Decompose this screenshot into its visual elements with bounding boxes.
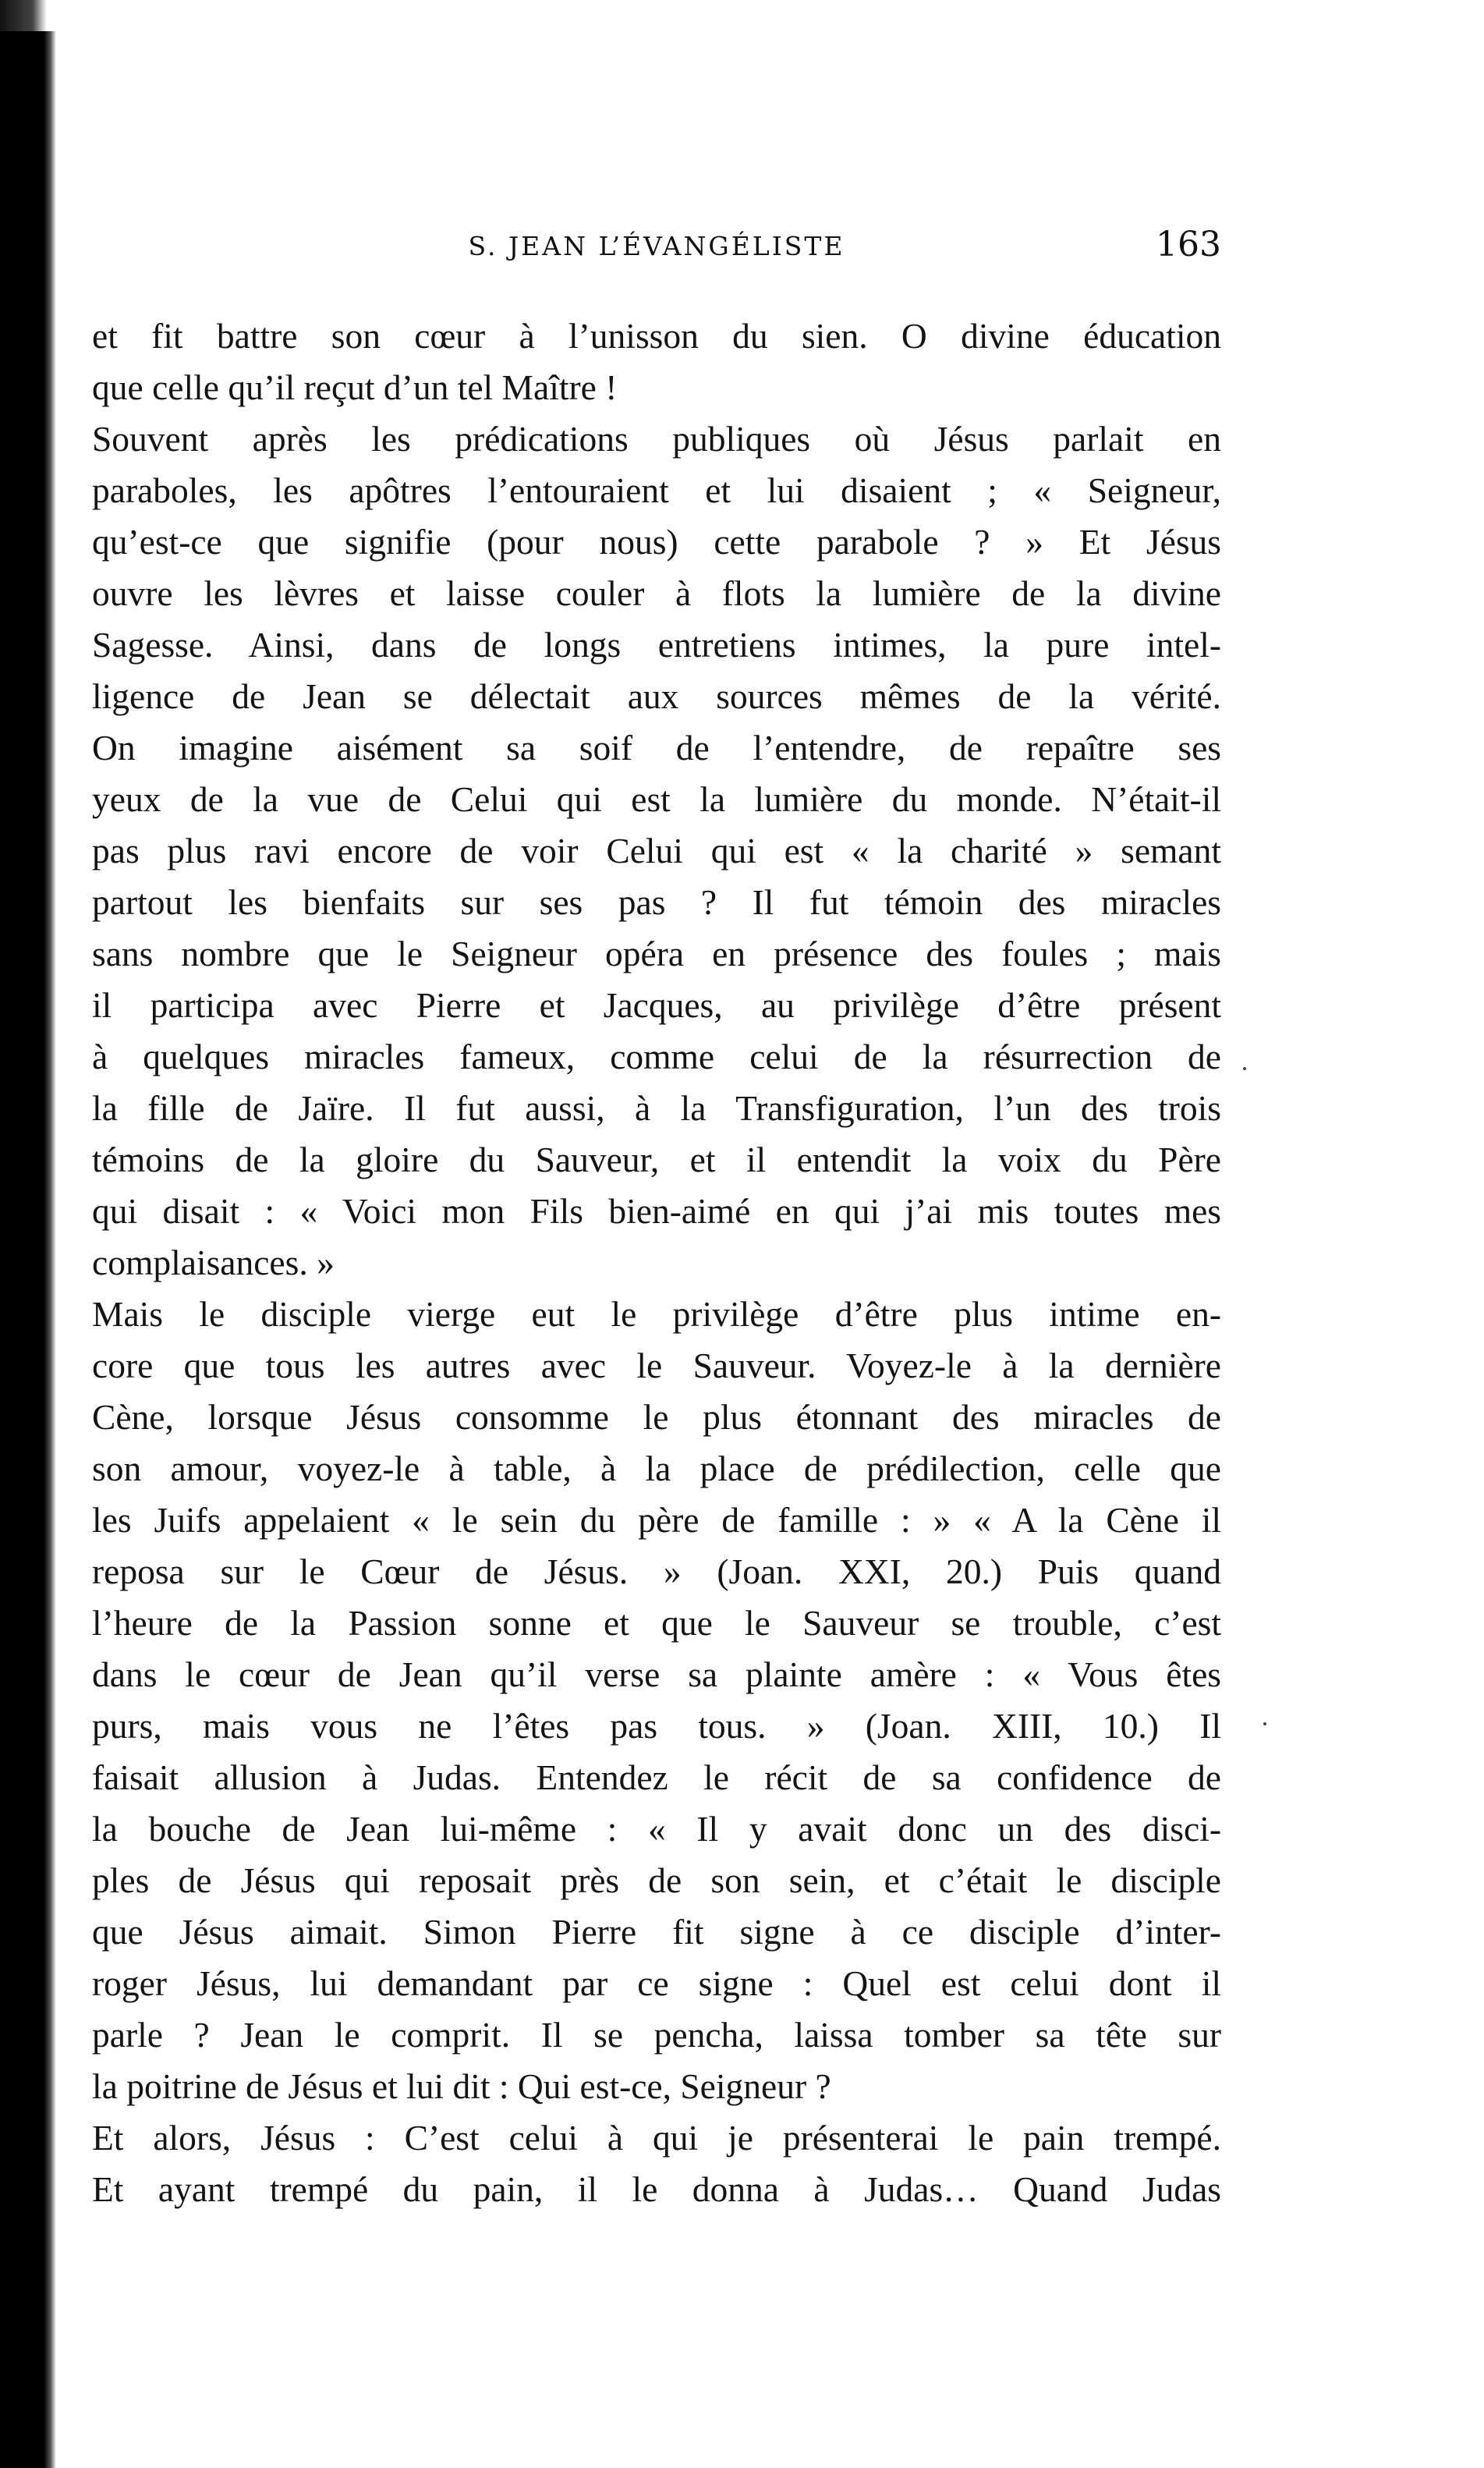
text-line: la bouche de Jean lui-même : « Il y avait donc un des disci- [92, 1809, 1221, 1849]
binding-shadow-top [0, 0, 47, 31]
text-line: son amour, voyez-le à table, à la place de prédilection, celle que [92, 1449, 1221, 1488]
text-line: purs, mais vous ne l’êtes pas tous. » (Joan. XIII, 10.) Il [92, 1706, 1221, 1746]
body-text [92, 310, 1221, 2215]
margin-speck [1243, 1067, 1246, 1070]
text-line: faisait allusion à Judas. Entendez le récit de sa confidence de [92, 1757, 1221, 1797]
text-line: et fit battre son cœur à l’unisson du sien. O divine éducation [92, 316, 1221, 356]
text-line: qui disait : « Voici mon Fils bien-aimé en qui j’ai mis toutes mes [92, 1191, 1221, 1231]
text-line: la poitrine de Jésus et lui dit : Qui est-ce, Seigneur ? [92, 2066, 831, 2106]
text-line: Et ayant trempé du pain, il le donna à Judas… Quand Judas [92, 2169, 1221, 2209]
text-line: Mais le disciple vierge eut le privilège d’être plus intime en- [92, 1294, 1221, 1334]
text-line: à quelques miracles fameux, comme celui de la résurrection de [92, 1037, 1221, 1076]
text-line: Souvent après les prédications publiques où Jésus parlait en [92, 419, 1221, 459]
text-line: l’heure de la Passion sonne et que le Sauveur se trouble, c’est [92, 1603, 1221, 1643]
running-head [92, 223, 1221, 270]
text-line: core que tous les autres avec le Sauveur. Voyez-le à la dernière [92, 1346, 1221, 1385]
text-line: la fille de Jaïre. Il fut aussi, à la Transfiguration, l’un des trois [92, 1088, 1221, 1128]
text-line: ligence de Jean se délectait aux sources mêmes de la vérité. [92, 676, 1221, 716]
text-line: yeux de la vue de Celui qui est la lumière du monde. N’était-il [92, 779, 1221, 819]
text-line: qu’est-ce que signifie (pour nous) cette parabole ? » Et Jésus [92, 522, 1221, 562]
text-line: Sagesse. Ainsi, dans de longs entretiens intimes, la pure intel- [92, 625, 1221, 665]
text-line: Et alors, Jésus : C’est celui à qui je présenterai le pain trempé. [92, 2118, 1221, 2158]
text-line: pas plus ravi encore de voir Celui qui est « la charité » semant [92, 831, 1221, 871]
text-line: partout les bienfaits sur ses pas ? Il fut témoin des miracles [92, 882, 1221, 922]
text-line: que celle qu’il reçut d’un tel Maître ! [92, 367, 618, 407]
text-line: il participa avec Pierre et Jacques, au privilège d’être présent [92, 985, 1221, 1025]
text-line: ples de Jésus qui reposait près de son sein, et c’était le disciple [92, 1860, 1221, 1900]
text-line: On imagine aisément sa soif de l’entendre, de repaître ses [92, 728, 1221, 768]
text-line: témoins de la gloire du Sauveur, et il entendit la voix du Père [92, 1140, 1221, 1179]
text-line: paraboles, les apôtres l’entouraient et lui disaient ; « Seigneur, [92, 470, 1221, 510]
text-line: parle ? Jean le comprit. Il se pencha, laissa tomber sa tête sur [92, 2015, 1221, 2055]
text-line: sans nombre que le Seigneur opéra en présence des foules ; mais [92, 934, 1221, 973]
text-line: que Jésus aimait. Simon Pierre fit signe à ce disciple d’inter- [92, 1912, 1221, 1952]
text-line: Cène, lorsque Jésus consomme le plus étonnant des miracles de [92, 1397, 1221, 1437]
text-line: complaisances. » [92, 1243, 335, 1282]
margin-speck [1263, 1722, 1266, 1725]
text-line: roger Jésus, lui demandant par ce signe : Quel est celui dont il [92, 1963, 1221, 2003]
text-line: les Juifs appelaient « le sein du père de famille : » « A la Cène il [92, 1500, 1221, 1540]
text-line: dans le cœur de Jean qu’il verse sa plainte amère : « Vous êtes [92, 1654, 1221, 1694]
text-line: ouvre les lèvres et laisse couler à flots la lumière de la divine [92, 573, 1221, 613]
binding-shadow [0, 31, 56, 2468]
page-number: 163 [1156, 225, 1221, 264]
text-line: reposa sur le Cœur de Jésus. » (Joan. XXI, 20.) Puis quand [92, 1551, 1221, 1591]
running-title: S. JEAN L’ÉVANGÉLISTE [468, 231, 845, 261]
